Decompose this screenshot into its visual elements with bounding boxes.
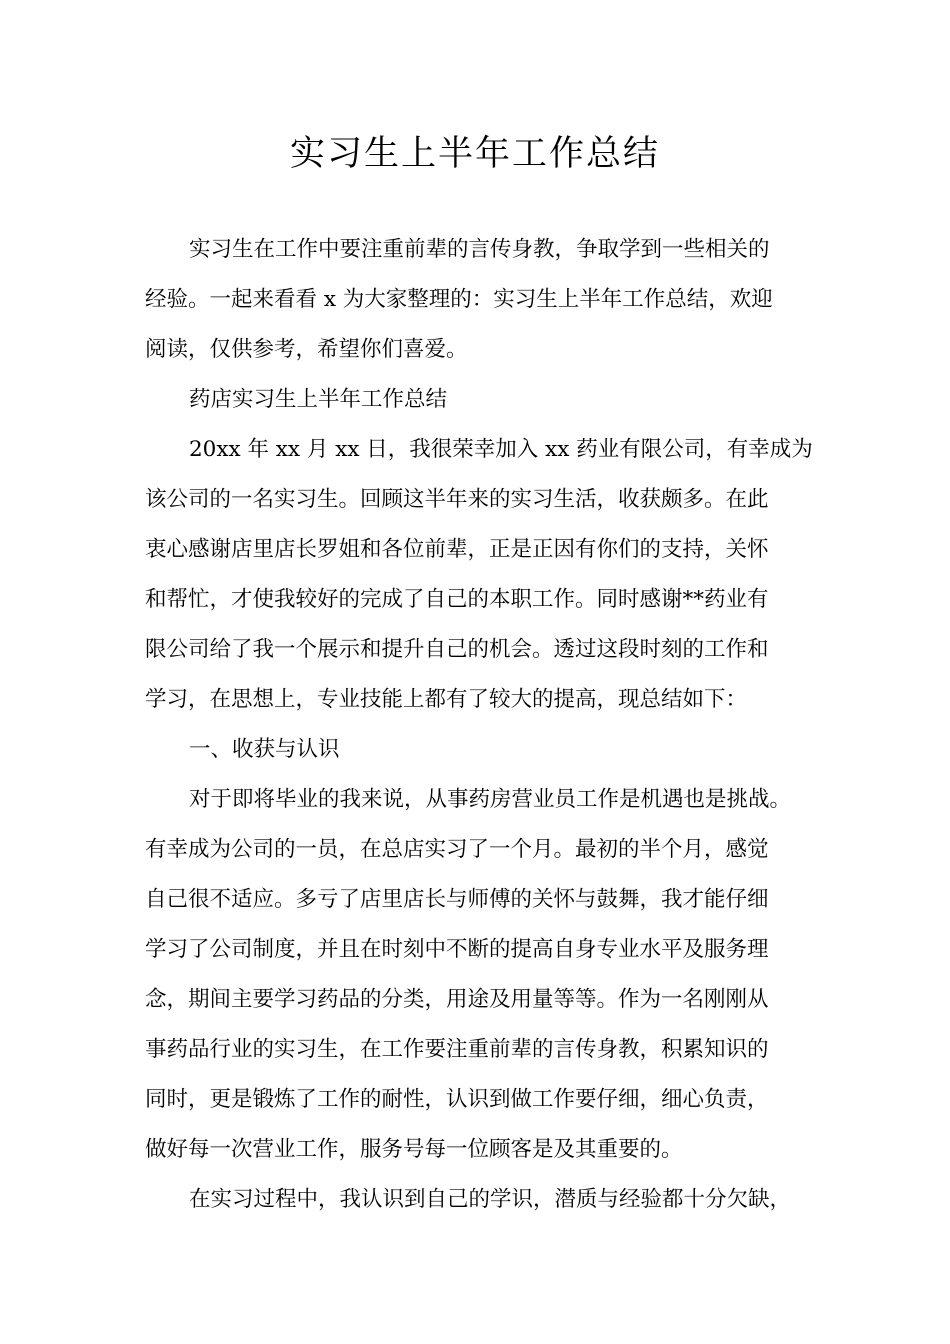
section-heading: 一、收获与认识 xyxy=(189,737,340,762)
paragraph-line: 在实习过程中，我认识到自己的学识，潜质与经验都十分欠缺， xyxy=(189,1187,792,1212)
paragraph-line: 学习了公司制度，并且在时刻中不断的提高自身专业水平及服务理 xyxy=(145,937,769,962)
paragraph-line: 20xx 年 xx 月 xx 日，我很荣幸加入 xx 药业有限公司，有幸成为 xyxy=(189,437,813,462)
paragraph-line: 实习生在工作中要注重前辈的言传身教，争取学到一些相关的 xyxy=(189,237,770,262)
document-title: 实习生上半年工作总结 xyxy=(289,134,660,174)
paragraph-line: 衷心感谢店里店长罗姐和各位前辈，正是正因有你们的支持，关怀 xyxy=(145,537,769,562)
paragraph-line: 念，期间主要学习药品的分类，用途及用量等等。作为一名刚刚从 xyxy=(145,987,769,1012)
paragraph-line: 该公司的一名实习生。回顾这半年来的实习生活，收获颇多。在此 xyxy=(145,487,769,512)
paragraph-line: 学习，在思想上，专业技能上都有了较大的提高，现总结如下： xyxy=(145,687,748,712)
paragraph-line: 阅读，仅供参考，希望你们喜爱。 xyxy=(145,337,468,362)
paragraph-line: 和帮忙，才使我较好的完成了自己的本职工作。同时感谢**药业有 xyxy=(145,587,769,612)
paragraph-line: 对于即将毕业的我来说，从事药房营业员工作是机遇也是挑战。 xyxy=(189,787,792,812)
paragraph-line: 做好每一次营业工作，服务号每一位顾客是及其重要的。 xyxy=(145,1137,683,1162)
paragraph-line: 同时，更是锻炼了工作的耐性，认识到做工作要仔细，细心负责， xyxy=(145,1087,769,1112)
paragraph-line: 有幸成为公司的一员，在总店实习了一个月。最初的半个月，感觉 xyxy=(145,837,769,862)
paragraph-line: 事药品行业的实习生，在工作要注重前辈的言传身教，积累知识的 xyxy=(145,1037,769,1062)
section-heading: 药店实习生上半年工作总结 xyxy=(189,387,448,412)
paragraph-line: 限公司给了我一个展示和提升自己的机会。透过这段时刻的工作和 xyxy=(145,637,769,662)
paragraph-line: 经验。一起来看看 x 为大家整理的：实习生上半年工作总结，欢迎 xyxy=(145,287,773,312)
paragraph-line: 自己很不适应。多亏了店里店长与师傅的关怀与鼓舞，我才能仔细 xyxy=(145,887,769,912)
